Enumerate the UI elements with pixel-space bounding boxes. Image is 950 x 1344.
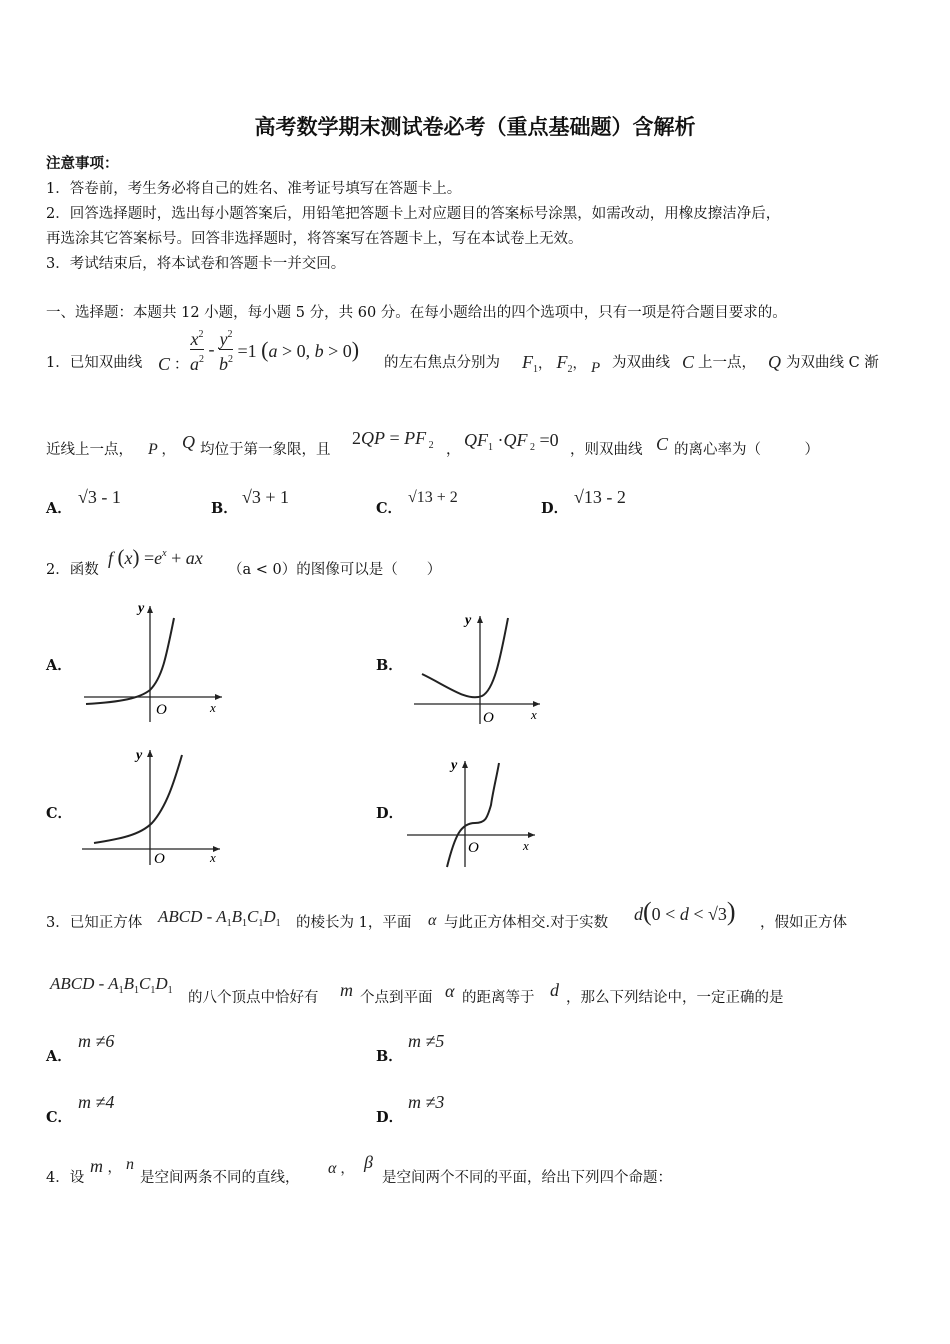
q2-number: 2．函数 <box>46 562 99 578</box>
origin-label: O <box>468 840 479 856</box>
q2-graph-c <box>80 745 225 867</box>
q4-m: m ， <box>90 1156 122 1176</box>
q1-hyperbola-equation: $\frac{x^2}{a^2}$ - $\frac{y^2}{b^2}$ =1 (a > 0, b > 0) <box>190 325 359 374</box>
q3-m: m <box>340 980 353 1000</box>
q1-math-c: C <box>656 434 669 454</box>
notice-item: 1．答卷前，考生务必将自己的姓名、准考证号填写在答题卡上。 <box>46 181 462 197</box>
q2-graph-d <box>405 755 540 870</box>
q2-option-label: B． <box>376 657 403 674</box>
q3-d-range: d(0 < d < √3) <box>634 897 736 926</box>
q1-option-value: √13 + 2 <box>408 489 458 506</box>
q3-text: 的八个顶点中恰好有 <box>188 990 319 1006</box>
q1-text: 近线上一点， <box>46 442 133 458</box>
q2-option-label: A． <box>46 657 72 674</box>
q3-text: 的棱长为 1，平面 <box>296 915 412 931</box>
q3-cube: ABCD - $A_1B_1C_1D_1$ <box>50 974 173 996</box>
q2-condition: （a < 0）的图像可以是（ ） <box>228 562 442 578</box>
q3-option-value: m ≠5 <box>408 1031 445 1051</box>
notice-heading: 注意事项： <box>46 155 119 172</box>
q1-math-p: P ， <box>148 441 176 458</box>
q3-option-value: m ≠6 <box>78 1031 115 1051</box>
q1-option-value: √13 - 2 <box>574 487 626 507</box>
q1-condition-vector: 2QP = PF $_2$ <box>352 428 434 451</box>
notice-item: 3．考试结束后，将本试卷和答题卡一并交回。 <box>46 256 346 272</box>
q4-beta: β <box>364 1152 373 1172</box>
q3-alpha: α <box>445 981 455 1001</box>
q1-comma: ， <box>446 442 461 458</box>
q1-math-c: C <box>682 352 695 372</box>
q1-foci: $F_1$， $F_2$， $_P$ <box>522 352 601 376</box>
q1-math-c: C <box>158 354 171 374</box>
q3-option-value: m ≠4 <box>78 1092 115 1112</box>
q1-option-label: B． <box>211 500 238 517</box>
q1-text: 为双曲线 C 渐 <box>786 355 879 371</box>
q1-math-q: Q <box>768 352 781 372</box>
q1-colon: ： <box>174 357 189 373</box>
x-axis-label: x <box>523 838 529 853</box>
q1-option-label: C． <box>376 500 403 517</box>
q3-text: ，那么下列结论中，一定正确的是 <box>566 990 784 1006</box>
y-axis-label: y <box>451 758 458 773</box>
q3-text: 与此正方体相交.对于实数 <box>444 915 609 931</box>
q3-number: 3．已知正方体 <box>46 915 143 931</box>
q3-option-label: B． <box>376 1048 403 1065</box>
q1-condition-dot: $QF_1 \cdot QF$ $_2$ =0 <box>464 430 559 453</box>
q1-text: 上一点， <box>698 355 756 371</box>
notice-item: 2．回答选择题时，选出每小题答案后，用铅笔把答题卡上对应题目的答案标号涂黑，如需改动，用橡皮擦洁净后， <box>46 206 781 222</box>
origin-label: O <box>156 702 167 718</box>
q4-text: 是空间两条不同的直线， <box>140 1170 300 1186</box>
page-title: 高考数学期末测试卷必考（重点基础题）含解析 <box>254 115 696 139</box>
q3-text: ，假如正方体 <box>760 915 847 931</box>
q2-graph-a <box>82 598 227 726</box>
q1-option-value: √3 - 1 <box>78 487 121 507</box>
q3-alpha: α <box>428 912 437 929</box>
q3-cube: ABCD - $A_1B_1C_1D_1$ <box>158 907 281 929</box>
x-axis-label: x <box>531 707 537 722</box>
x-axis-label: x <box>210 700 216 715</box>
y-axis-label: y <box>138 601 145 616</box>
origin-label: O <box>154 851 165 867</box>
q1-text: ，则双曲线 <box>570 442 643 458</box>
origin-label: O <box>483 710 494 726</box>
q1-option-value: √3 + 1 <box>242 487 290 507</box>
notice-item: 再选涂其它答案标号。回答非选择题时，将答案写在答题卡上，写在本试卷上无效。 <box>46 231 583 247</box>
y-axis-label: y <box>136 748 143 763</box>
q3-option-label: C． <box>46 1109 73 1126</box>
x-axis-label: x <box>210 850 216 865</box>
q1-text: 的离心率为（ ） <box>674 442 819 458</box>
q3-text: 个点到平面 <box>360 990 433 1006</box>
q3-option-label: D． <box>376 1109 404 1126</box>
section-heading: 一、选择题：本题共 12 小题，每小题 5 分，共 60 分。在每小题给出的四个选项中，只有一项是符合题目要求的。 <box>46 305 787 321</box>
q3-option-label: A． <box>46 1048 72 1065</box>
q1-text: 为双曲线 <box>612 355 670 371</box>
q1-text: 的左右焦点分别为 <box>384 355 500 371</box>
q3-text: 的距离等于 <box>462 990 535 1006</box>
q4-number: 4．设 <box>46 1170 85 1186</box>
q3-d: d <box>550 980 559 1000</box>
q2-option-label: D． <box>376 805 404 822</box>
q1-option-label: A． <box>46 500 72 517</box>
q1-math-q: Q <box>182 432 195 452</box>
y-axis-label: y <box>465 613 472 628</box>
q1-number: 1．已知双曲线 <box>46 355 143 371</box>
q1-text: 均位于第一象限，且 <box>200 442 331 458</box>
q2-graph-b <box>412 610 547 728</box>
q4-text: 是空间两个不同的平面，给出下列四个命题： <box>382 1170 672 1186</box>
q2-function: f $(x) =e^x$ + ax <box>108 545 203 569</box>
q4-alpha: α ， <box>328 1160 355 1177</box>
q4-n: n <box>126 1156 134 1173</box>
q2-option-label: C． <box>46 805 73 822</box>
q3-option-value: m ≠3 <box>408 1092 445 1112</box>
q1-option-label: D． <box>541 500 569 517</box>
